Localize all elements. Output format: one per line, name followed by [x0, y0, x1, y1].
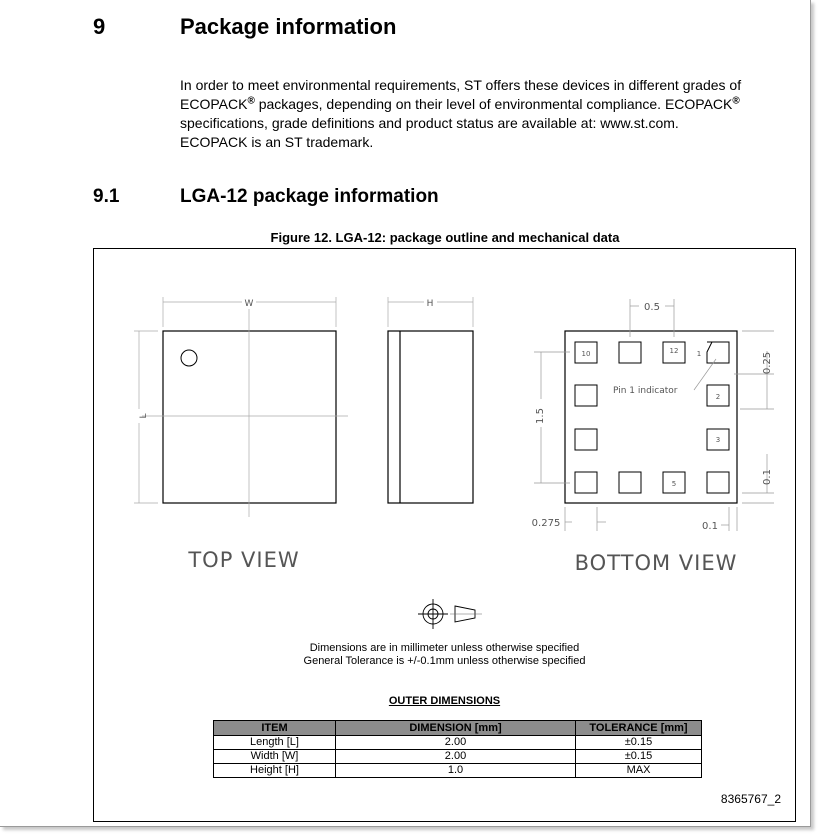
- dim-edge-right-label: 0.1: [702, 521, 718, 532]
- dim-span-label: 1.5: [535, 408, 546, 424]
- pin1-pad: [707, 342, 729, 363]
- intro-line-2-rest: packages, depending on their level of environmental compliance. ECOPACK: [254, 96, 733, 112]
- dim-w-label: W: [244, 299, 254, 309]
- pin-label-3: 3: [715, 436, 721, 444]
- section-number: 9: [93, 14, 106, 39]
- header-item: ITEM: [214, 721, 336, 736]
- intro-line-2: [180, 95, 810, 114]
- dim-h-label: H: [426, 299, 434, 309]
- cell-dimension: 1.0: [336, 764, 576, 778]
- cell-tolerance: ±0.15: [576, 736, 702, 750]
- pin-label-1: 1: [696, 350, 702, 358]
- top-view: [134, 297, 348, 517]
- table-header-row: [214, 721, 702, 736]
- outer-dimensions-table: [213, 720, 702, 778]
- figure-caption: Figure 12. LGA-12: package outline and mechanical data: [270, 230, 620, 245]
- cell-item: Height [H]: [214, 764, 336, 778]
- intro-paragraph: [180, 76, 810, 152]
- pin1-indicator-label: Pin 1 indicator: [613, 386, 678, 396]
- header-dimension: DIMENSION [mm]: [336, 721, 576, 736]
- cell-tolerance: MAX: [576, 764, 702, 778]
- intro-line-3: specifications, grade definitions and product status are available at: www.st.com.: [180, 115, 679, 131]
- intro-line-1: In order to meet environmental requirements, ST offers these devices in different grades of: [180, 77, 742, 93]
- dimension-notes: [94, 642, 795, 668]
- subsection-title: LGA-12 package information: [180, 186, 439, 207]
- cell-item: Width [W]: [214, 750, 336, 764]
- subsection-number: 9.1: [93, 186, 120, 207]
- ecopack-text: ECOPACK: [180, 96, 248, 112]
- dim-edge-side-label: 0.1: [762, 469, 773, 485]
- bottom-view-label: BOTTOM VIEW: [574, 551, 738, 575]
- bottom-view: [531, 299, 774, 531]
- pin-label-10: 10: [581, 350, 591, 358]
- dim-edge-bottom-label: 0.275: [531, 518, 561, 529]
- table-row: [214, 736, 702, 750]
- registered-mark: ®: [247, 95, 255, 107]
- dim-pad-label: 0.25: [762, 351, 773, 375]
- pin-label-5: 5: [671, 480, 677, 488]
- cell-item: Length [L]: [214, 736, 336, 750]
- outer-dimensions-title: OUTER DIMENSIONS: [388, 695, 501, 707]
- pin-label-12: 12: [669, 347, 679, 355]
- section-title: Package information: [180, 14, 397, 39]
- cell-dimension: 2.00: [336, 750, 576, 764]
- drawing-code: 8365767_2: [720, 792, 781, 806]
- note-units: Dimensions are in millimeter unless otherwise specified: [309, 642, 580, 654]
- projection-symbol-icon: [418, 599, 482, 629]
- side-view: [388, 297, 473, 503]
- pin-label-2: 2: [715, 393, 721, 401]
- cell-dimension: 2.00: [336, 736, 576, 750]
- cell-tolerance: ±0.15: [576, 750, 702, 764]
- dim-pitch-label: 0.5: [644, 302, 660, 313]
- intro-line-4: ECOPACK is an ST trademark.: [180, 134, 374, 150]
- figure-frame: [93, 248, 796, 822]
- table-row: [214, 750, 702, 764]
- header-tolerance: TOLERANCE [mm]: [576, 721, 702, 736]
- note-tolerance: General Tolerance is +/-0.1mm unless otherwise specified: [303, 655, 586, 667]
- registered-mark: ®: [732, 95, 740, 107]
- top-view-label: TOP VIEW: [188, 548, 300, 572]
- dim-l-label: L: [139, 413, 149, 419]
- table-row: [214, 764, 702, 778]
